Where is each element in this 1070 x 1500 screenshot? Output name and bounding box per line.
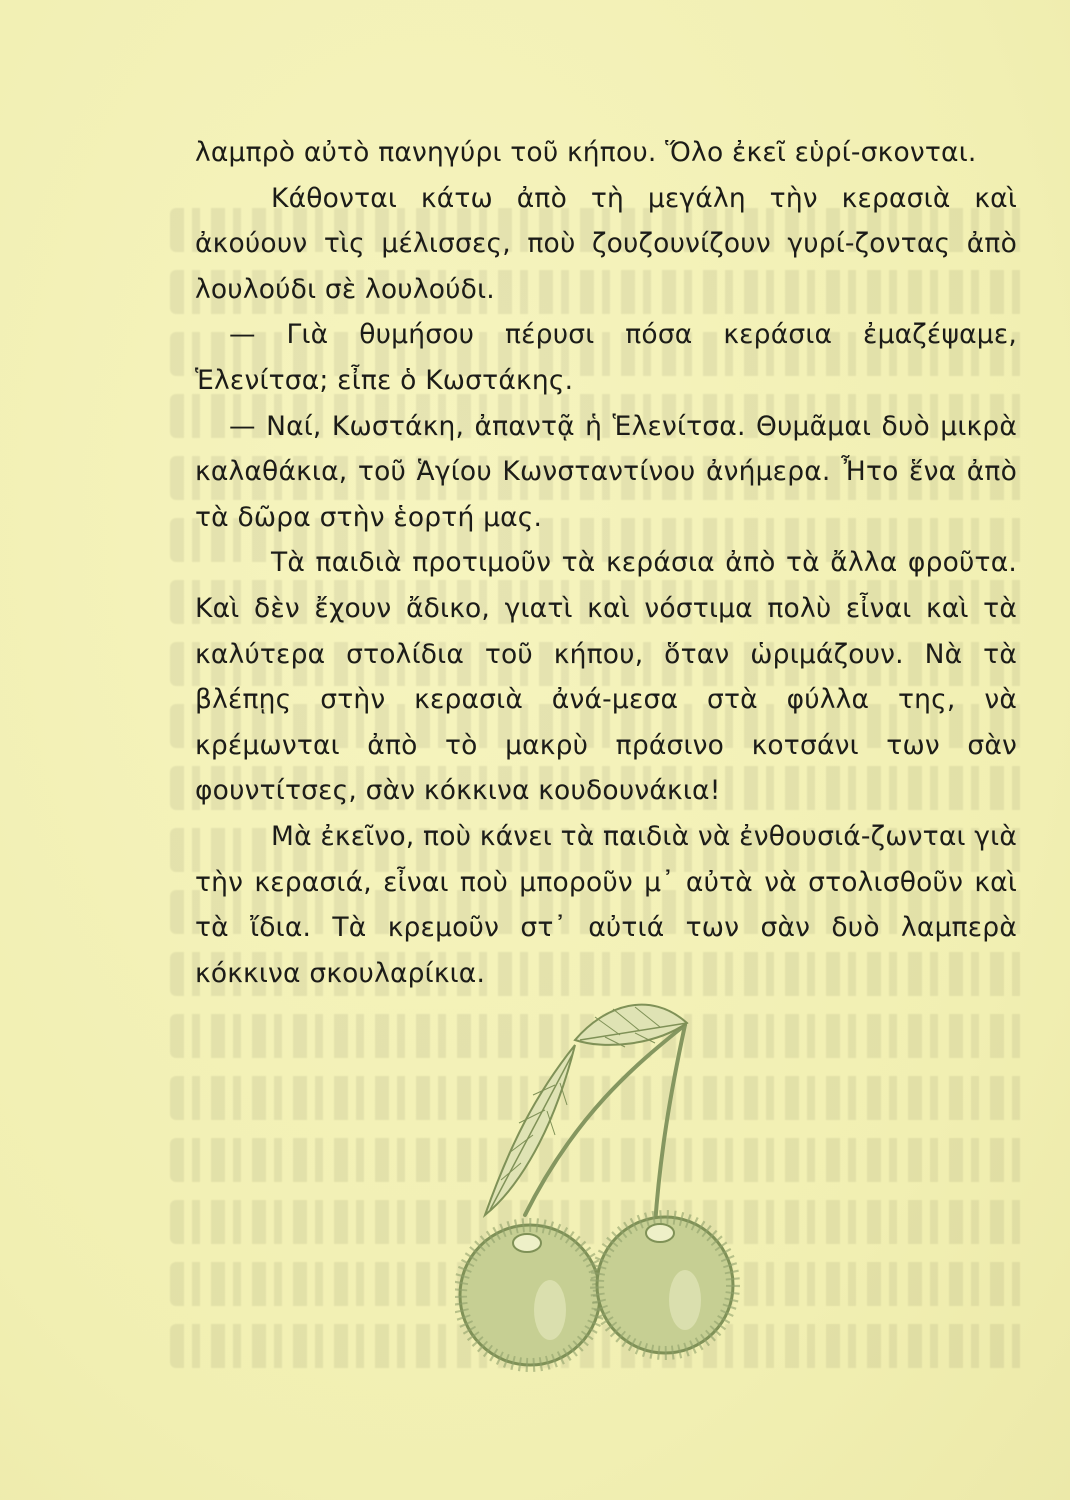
leaf-upper xyxy=(575,1005,687,1047)
paragraph-4: — Ναί, Κωστάκη, ἀπαντᾷ ἡ Ἑλενίτσα. Θυμᾶμαι δυὸ μικρὰ καλαθάκια, τοῦ Ἁγίου Κωνσταντίνου ἀνήμερα. Ἦτο ἕνα ἀπὸ τὰ δῶρα στὴν ἑορτή μας. xyxy=(195,410,1017,533)
leaf-lower xyxy=(485,1045,575,1215)
cherry-stem-right xyxy=(655,1025,685,1225)
paragraph-2: Κάθονται κάτω ἀπὸ τὴ μεγάλη τὴν κερασιὰ καὶ ἀκούουν τὶς μέλισσες, ποὺ ζουζουνίζουν γυρί-ζοντας ἀπὸ λουλούδι σὲ λουλούδι. xyxy=(195,182,1017,305)
cherry-right xyxy=(597,1217,733,1353)
cherries-illustration-icon xyxy=(455,985,785,1395)
cherry-left xyxy=(460,1225,600,1365)
paragraph-5: Τὰ παιδιὰ προτιμοῦν τὰ κεράσια ἀπὸ τὰ ἄλλα φροῦτα. Καὶ δὲν ἔχουν ἄδικο, γιατὶ καὶ νόστιμα πολὺ εἶναι καὶ τὰ καλύτερα στολίδια τοῦ κήπου, ὅταν ὡριμάζουν. Νὰ τὰ βλέπῃς στὴν κερασιὰ ἀνά-μεσα στὰ φύλλα της, νὰ κρέμωνται ἀπὸ τὸ μακρὺ πράσινο κοτσάνι των σὰν φουντίτσες, σὰν κόκκινα κουδουνάκια! xyxy=(195,547,1017,807)
paragraph-1: λαμπρὸ αὐτὸ πανηγύρι τοῦ κήπου. Ὅλο ἐκεῖ εὑρί-σκονται. xyxy=(195,137,977,168)
paragraph-6: Μὰ ἐκεῖνο, ποὺ κάνει τὰ παιδιὰ νὰ ἐνθουσιά-ζωνται γιὰ τὴν κερασιά, εἶναι ποὺ μποροῦν μ᾽ αὐτὰ νὰ στολισθοῦν καὶ τὰ ἴδια. Τὰ κρεμοῦν στ᾽ αὐτιά των σὰν δυὸ λαμπερὰ κόκκινα σκουλαρίκια. xyxy=(195,820,1018,989)
body-text xyxy=(195,130,1017,996)
paragraph-3: — Γιὰ θυμήσου πέρυσι πόσα κεράσια ἐμαζέψαμε, Ἑλενίτσα; εἶπε ὁ Κωστάκης. xyxy=(195,319,1017,396)
